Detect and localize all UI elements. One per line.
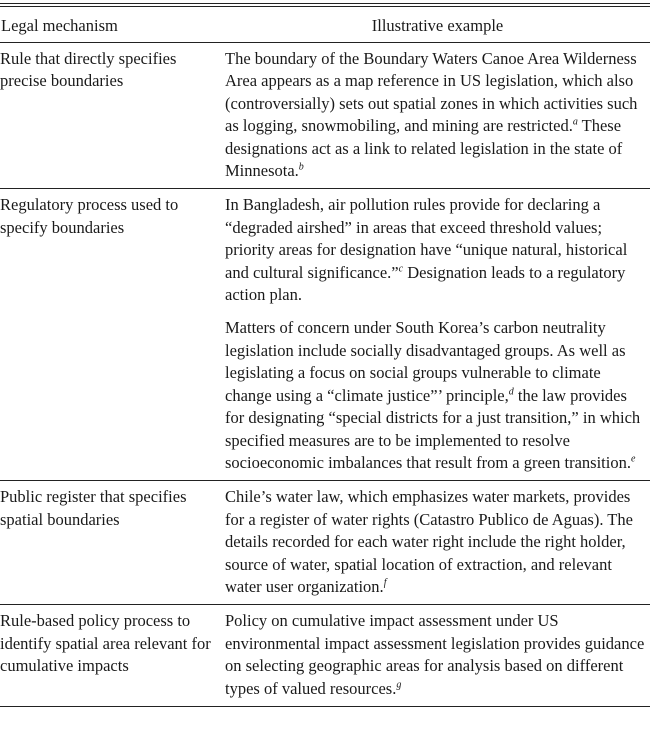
footnote-marker: e <box>630 453 636 465</box>
table-row <box>0 604 650 706</box>
example-text: Chile’s water law, which emphasizes water markets, provides for a register of water rights (Catastro Publico de Aguas). The details recorded for each water right include the right holder, source of water, spatial location of extraction, and relevant water user organization. <box>225 487 633 596</box>
example-text: The boundary of the Boundary Waters Canoe Area Wilderness Area appears as a map reference in US legislation, which also (controversially) sets out spatial zones in which activities such as logging, snowmobiling, and mining are restricted. <box>225 49 638 136</box>
example-paragraph <box>225 481 650 604</box>
example-cell <box>225 605 650 706</box>
footnote-marker: f <box>383 577 387 589</box>
footnote-marker: c <box>398 263 404 275</box>
example-text-continued: the law provides for designating “special districts for a just transition,” in which specified measures are to be implemented to resolve socioeconomic imbalances that result from a green transition. <box>225 385 641 472</box>
example-text: In Bangladesh, air pollution rules provide for declaring a “degraded airshed” in areas that exceed threshold values; priority areas for designation have “unique natural, historical and cultural significance.” <box>225 195 628 282</box>
mechanism-cell: Public register that specifies spatial boundaries <box>0 487 187 529</box>
example-paragraph <box>225 189 650 312</box>
example-text-continued: Designation leads to a regulatory action plan. <box>225 262 626 305</box>
header-legal-mechanism: Legal mechanism <box>1 16 118 35</box>
mechanism-cell: Rule-based policy process to identify spatial area relevant for cumulative impacts <box>0 611 211 676</box>
table-bottom-rule <box>0 706 650 707</box>
footnote-marker: a <box>572 116 578 128</box>
footnote-marker: b <box>298 161 304 173</box>
table-header-row <box>0 7 650 43</box>
example-text-continued: These designations act as a link to related legislation in the state of Minnesota. <box>225 116 623 181</box>
example-paragraph <box>225 312 650 480</box>
table-row <box>0 43 650 188</box>
footnote-marker: d <box>508 386 514 398</box>
example-text: Matters of concern under South Korea’s carbon neutrality legislation include socially disadvantaged groups. As well as legislating a focus on social groups vulnerable to climate change using a “climate justice”’ principle, <box>225 318 626 405</box>
table-row <box>0 188 650 480</box>
example-cell <box>225 481 650 604</box>
mechanism-cell: Rule that directly specifies precise boundaries <box>0 49 177 91</box>
example-paragraph <box>225 605 650 706</box>
header-illustrative-example: Illustrative example <box>371 16 504 35</box>
legal-mechanism-table <box>0 3 650 707</box>
example-text: Policy on cumulative impact assessment under US environmental impact assessment legislation provides guidance on selecting geographic areas for analysis based on different types of valued resources. <box>225 611 645 698</box>
example-cell <box>225 189 650 480</box>
mechanism-cell: Regulatory process used to specify boundaries <box>0 195 179 237</box>
example-cell <box>225 43 650 188</box>
table-row <box>0 480 650 604</box>
footnote-marker: g <box>396 679 402 691</box>
example-paragraph <box>225 43 650 188</box>
